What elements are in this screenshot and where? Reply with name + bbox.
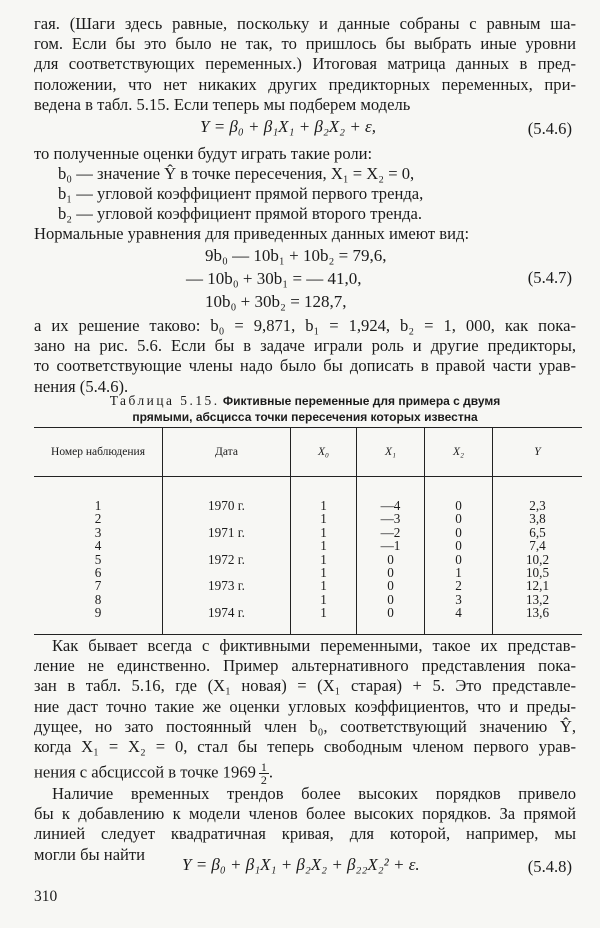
table-cell: 0 (425, 539, 493, 552)
fraction-denominator: 2 (260, 773, 267, 788)
table-cell: 0 (357, 566, 425, 579)
paragraph-intro (34, 14, 576, 115)
table-cell: 0 (357, 579, 425, 592)
table-cell: —4 (357, 477, 425, 513)
table-cell: 1 (291, 553, 357, 566)
system-line-2: — 10b₀ + 30b₁ = — 41,0, (186, 269, 362, 288)
definition-b2: b₂ — угловой коэффициент прямой второго тренда. (58, 204, 423, 223)
table-cell: 0 (357, 553, 425, 566)
table-cell: 1 (34, 477, 163, 513)
table-cell: 6 (34, 566, 163, 579)
table-row (34, 477, 582, 513)
text-line: ведена в табл. 5.15. Если теперь мы подберем модель (34, 94, 411, 114)
normal-equations-intro (34, 224, 576, 244)
text-line: могли бы найти (34, 844, 146, 864)
text-line: нения с абсциссой в точке 1969 $\frac{1}{2}$ . (34, 760, 274, 788)
table-row (34, 526, 582, 539)
table-cell: 0 (425, 553, 493, 566)
column-header: X₀ (291, 428, 357, 477)
table-cell: 13,6 (525, 605, 550, 621)
table-cell: 3 (34, 526, 163, 539)
table-cell: 6,5 (529, 524, 546, 540)
table-cell: 0 (357, 593, 425, 606)
fraction-numerator: 1 (260, 760, 267, 775)
text-line: Наличие временных трендов более высоких порядков привело (52, 784, 576, 803)
equation-number: (5.4.8) (527, 857, 572, 876)
table-cell: 2,3 (529, 498, 546, 513)
table-cell: 2 (425, 579, 493, 592)
table-cell: 5 (34, 553, 163, 566)
table-row (34, 593, 582, 606)
table-cell: 7,4 (529, 538, 546, 554)
table-cell: 1 (291, 579, 357, 592)
text-fragment: нения с абсциссой в точке 1969 (34, 762, 256, 782)
table-row (34, 553, 582, 566)
table-header-row (34, 428, 582, 477)
table-cell: 13,2 (525, 591, 550, 607)
paragraph-alternative (34, 636, 576, 786)
table-cell: 1970 г. (163, 477, 291, 513)
table-row (34, 606, 582, 634)
system-line-1: 9b₀ — 10b₁ + 10b₂ = 79,6, (205, 246, 387, 265)
table-cell: 7 (34, 579, 163, 592)
table-cell: 1 (291, 566, 357, 579)
table-cell: 1 (291, 477, 357, 513)
text-line: положении, что нет никаких других предикторных переменных, при- (34, 74, 576, 94)
text-line: то полученные оценки будут играть такие роли: (34, 144, 373, 163)
page-number: 310 (34, 888, 58, 905)
text-line: а их решение таково: b₀ = 9,871, b₁ = 1,924, b₂ = 1, 000, как пока- (34, 316, 576, 335)
table-cell: 1971 г. (163, 526, 291, 539)
table-cell: 1 (291, 539, 357, 552)
table-cell: 4 (34, 539, 163, 552)
text-line: Нормальные уравнения для приведенных данных имеют вид: (34, 224, 470, 243)
equation-5-4-8: Y = β₀ + β₁X₁ + β₂X₂ + β₂₂X₂² + ε. (182, 855, 420, 874)
table-cell: 1 (425, 566, 493, 579)
table-cell: 0 (357, 606, 425, 634)
definition-b1: b₁ — угловой коэффициент прямой первого тренда, (58, 184, 424, 203)
equation-number: (5.4.7) (527, 268, 572, 287)
text-line: нения (5.4.6). (34, 376, 129, 396)
roles-intro (34, 144, 576, 164)
table-cell: —1 (357, 539, 425, 552)
table-cell: 3,8 (529, 511, 546, 527)
table-cell: 1972 г. (163, 553, 291, 566)
text-line: ние даст точно такие же оценки угловых коэффициентов, что и преды- (34, 696, 576, 716)
table-cell (163, 566, 291, 579)
table-cell: 2 (34, 512, 163, 525)
text-line: когда X₁ = X₂ = 0, стал бы теперь свободным членом первого урав- (34, 737, 576, 757)
caption-label: Таблица 5.15. (109, 393, 220, 408)
table-row (34, 512, 582, 525)
table-cell: 0 (425, 526, 493, 539)
table-cell (163, 512, 291, 525)
text-line: бы к добавлению к модели членов более высоких порядков. За прямой (34, 804, 576, 824)
table-row (34, 539, 582, 552)
equation-5-4-6: Y = β₀ + β₁X₁ + β₂X₂ + ε, (200, 117, 377, 136)
table-cell: 0 (425, 477, 493, 513)
table-cell: 1973 г. (163, 579, 291, 592)
text-line: гом. Если бы это было не так, то пришлось бы выбрать иные уровни (34, 34, 576, 54)
table-row (34, 579, 582, 592)
column-header: X₁ (357, 428, 425, 477)
definition-b0: b₀ — значение Ŷ в точке пересечения, X₁ = X₂ = 0, (58, 164, 415, 183)
table-cell (163, 593, 291, 606)
table-cell: 12,1 (525, 578, 550, 594)
table-cell: 1 (291, 526, 357, 539)
text-line: дущее, но зато постоянный член b₀, соответствующий значению Ŷ, (34, 716, 576, 736)
table-cell: 1974 г. (163, 606, 291, 634)
table-row (34, 566, 582, 579)
text-line: ление не единственно. Пример альтернативного представления пока- (34, 656, 576, 676)
text-line: гая. (Шаги здесь равные, поскольку и данные собраны с равным ша- (34, 14, 576, 33)
table-caption (34, 393, 576, 425)
table-cell: 8 (34, 593, 163, 606)
table-cell: 1 (291, 512, 357, 525)
table-cell: 9 (34, 606, 163, 634)
caption-text: Фиктивные переменные для примера с двумя (222, 394, 501, 408)
table-cell: —3 (357, 512, 425, 525)
table-cell: 0 (425, 512, 493, 525)
text-line: зан в табл. 5.16, где (X₁ новая) = (X₁ старая) + 5. Это представле- (34, 676, 576, 696)
table-cell: 3 (425, 593, 493, 606)
table-cell: 4 (425, 606, 493, 634)
table-cell: 10,5 (525, 565, 550, 581)
column-header: Номер наблюдения (34, 428, 163, 477)
table-cell (163, 539, 291, 552)
paragraph-solution (34, 316, 576, 397)
table-cell: 1 (291, 606, 357, 634)
data-table (34, 427, 582, 635)
text-line: зано на рис. 5.6. Если бы в задаче играли роль и другие предикторы, (34, 336, 576, 356)
text-line: Как бывает всегда с фиктивными переменными, такое их представ- (52, 636, 576, 655)
text-line: то соответствующие члены надо было бы дописать в правой части урав- (34, 356, 576, 376)
table-cell: —2 (357, 526, 425, 539)
column-header: Y (534, 445, 541, 458)
fraction-one-half (259, 761, 269, 786)
paragraph-higher-order (34, 784, 576, 865)
table-cell: 1 (291, 593, 357, 606)
column-header: Дата (163, 428, 291, 477)
text-line: для соответствующих переменных.) Итоговая матрица данных в пред- (34, 54, 576, 74)
system-line-3: 10b₀ + 30b₂ = 128,7, (205, 292, 347, 311)
table-cell: 10,2 (525, 551, 550, 567)
column-header: X₂ (425, 428, 493, 477)
caption-text: прямыми, абсцисса точки пересечения которых известна (132, 410, 478, 424)
text-line: линией следует квадратичная кривая, для которой, например, мы (34, 824, 576, 844)
equation-number: (5.4.6) (527, 119, 572, 138)
